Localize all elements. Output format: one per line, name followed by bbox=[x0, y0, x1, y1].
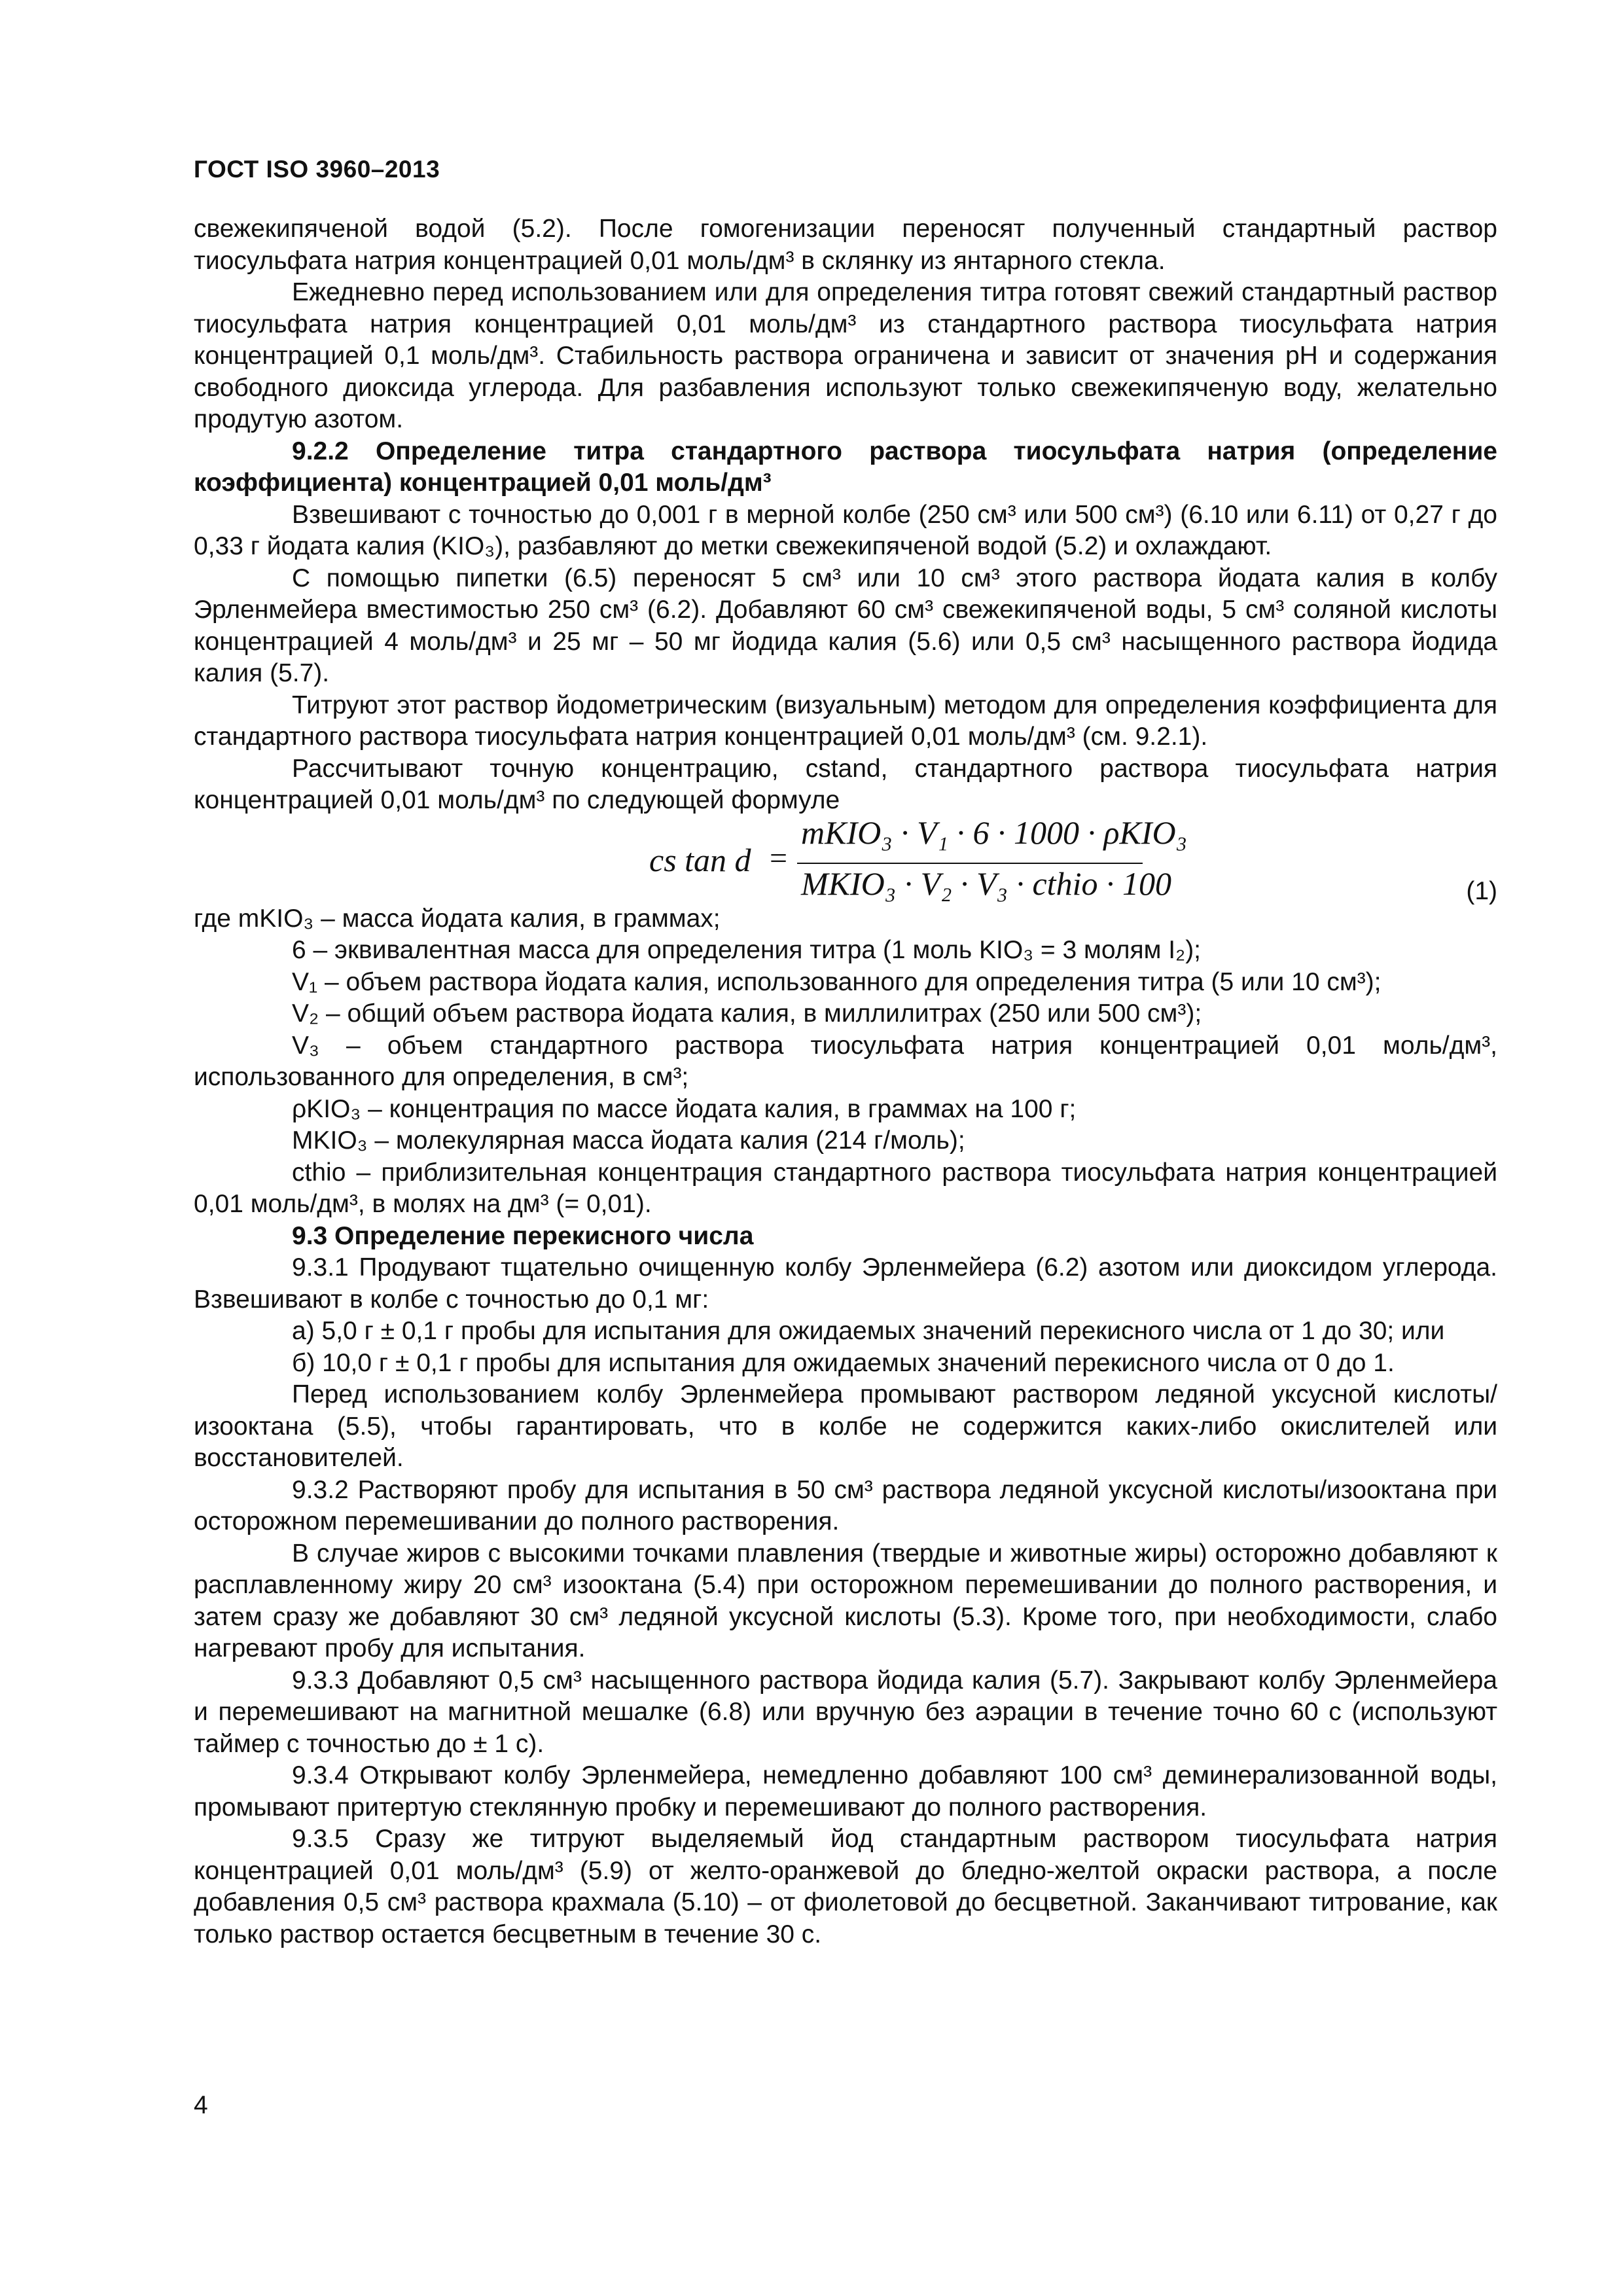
formula-lhs: cs tan d bbox=[649, 841, 751, 878]
variable-definition: 6 – эквивалентная масса для определения титра (1 моль KIO₃ = 3 молям I₂); bbox=[292, 936, 1202, 964]
paragraph: Перед использованием колбу Эрленмейера промывают раствором ледяной уксусной кислоты/изооктана (5.5), чтобы гарантировать, что в колбе не содержится каких-либо окислителей или восстановителей. bbox=[194, 1380, 1497, 1472]
document-header: ГОСТ ISO 3960–2013 bbox=[194, 156, 440, 183]
page-number: 4 bbox=[194, 2091, 208, 2119]
paragraph: Ежедневно перед использованием или для определения титра готовят свежий стандартный раствор тиосульфата натрия концентрацией 0,01 моль/дм³ из стандартного раствора тиосульфата натрия концентрацией 0,1 моль/дм³. Стабильность раствора ограничена и зависит от значения pH и содержания свободного диоксида углерода. Для разбавления используют только свежекипяченую воду, желательно продутую азотом. bbox=[194, 278, 1497, 433]
section-heading-9-3: 9.3 Определение перекисного числа bbox=[292, 1221, 754, 1250]
document-body bbox=[194, 213, 1497, 1950]
variable-definition: V₃ – объем стандартного раствора тиосульфата натрия концентрацией 0,01 моль/дм³, использованного для определения, в см³; bbox=[194, 1031, 1497, 1091]
paragraph: С помощью пипетки (6.5) переносят 5 см³ или 10 см³ этого раствора йодата калия в колбу Эрленмейера вместимостью 250 см³ (6.2). Добавляют 60 см³ свежекипяченой воды, 5 см³ соляной кислоты концентрацией 4 моль/дм³ и 25 мг – 50 мг йодида калия (5.6) или 0,5 см³ насыщенного раствора йодида калия (5.7). bbox=[194, 564, 1497, 687]
paragraph: В случае жиров с высокими точками плавления (твердые и животные жиры) осторожно добавляют к расплавленному жиру 20 см³ изооктана (5.4) при осторожном перемешивании до полного растворения, и затем сразу же добавляют 30 см³ ледяной уксусной кислоты (5.3). Кроме того, при необходимости, слабо нагревают пробу для испытания. bbox=[194, 1539, 1497, 1662]
formula-denominator: MKIO₃ · V₂ · V₃ · cthio · 100 bbox=[801, 865, 1171, 902]
paragraph: Рассчитывают точную концентрацию, cstand, стандартного раствора тиосульфата натрия концентрацией 0,01 моль/дм³ по следующей формуле bbox=[194, 754, 1497, 814]
variable-definition: cthio – приблизительная концентрация стандартного раствора тиосульфата натрия концентрацией 0,01 моль/дм³, в молях на дм³ (= 0,01). bbox=[194, 1158, 1497, 1218]
variable-definition: V₂ – общий объем раствора йодата калия, в миллилитрах (250 или 500 см³); bbox=[292, 999, 1202, 1028]
section-heading-9-2-2: 9.2.2 Определение титра стандартного раствора тиосульфата натрия (определение коэффициента) концентрацией 0,01 моль/дм³ bbox=[194, 437, 1497, 497]
variable-definition: где mKIO₃ – масса йодата калия, в граммах; bbox=[194, 904, 721, 933]
variable-definition: V₁ – объем раствора йодата калия, использованного для определения титра (5 или 10 см³); bbox=[292, 967, 1382, 996]
paragraph: 9.3.1 Продувают тщательно очищенную колбу Эрленмейера (6.2) азотом или диоксидом углерода. Взвешивают в колбе с точностью до 0,1 мг: bbox=[194, 1253, 1497, 1314]
paragraph: 9.3.5 Сразу же титруют выделяемый йод стандартным раствором тиосульфата натрия концентрацией 0,01 моль/дм³ (5.9) от желто-оранжевой до бледно-желтой окраски раствора, а после добавления 0,5 см³ раствора крахмала (5.10) – от фиолетовой до бесцветной. Заканчивают титрование, как только раствор остается бесцветным в течение 30 с. bbox=[194, 1825, 1497, 1948]
paragraph: 9.3.3 Добавляют 0,5 см³ насыщенного раствора йодида калия (5.7). Закрывают колбу Эрленмейера и перемешивают на магнитной мешалке (6.8) или вручную без аэрации в течение точно 60 с (используют таймер с точностью до ± 1 с). bbox=[194, 1666, 1497, 1758]
formula-1 bbox=[194, 814, 1497, 905]
list-item-b: б) 10,0 г ± 0,1 г пробы для испытания для ожидаемых значений перекисного числа от 0 до 1. bbox=[292, 1348, 1395, 1377]
paragraph: 9.3.4 Открывают колбу Эрленмейера, немедленно добавляют 100 см³ деминерализованной воды, промывают притертую стеклянную пробку и перемешивают до полного растворения. bbox=[194, 1761, 1497, 1821]
variable-definition: MKIO₃ – молекулярная масса йодата калия (214 г/моль); bbox=[292, 1126, 965, 1155]
variable-definitions bbox=[194, 903, 1497, 1221]
formula-number: (1) bbox=[1466, 876, 1497, 905]
list-item-a: а) 5,0 г ± 0,1 г пробы для испытания для ожидаемых значений перекисного числа от 1 до 30; или bbox=[292, 1317, 1445, 1345]
variable-definition: ρKIO₃ – концентрация по массе йодата калия, в граммах на 100 г; bbox=[292, 1094, 1077, 1123]
formula-equals: = bbox=[770, 840, 788, 876]
paragraph: Взвешивают с точностью до 0,001 г в мерной колбе (250 см³ или 500 см³) (6.10 или 6.11) от 0,27 г до 0,33 г йодата калия (KIO₃), разбавляют до метки свежекипяченой водой (5.2) и охлаждают. bbox=[194, 500, 1497, 560]
formula-numerator: mKIO₃ · V₁ · 6 · 1000 · ρKIO₃ bbox=[801, 814, 1188, 851]
paragraph: Титруют этот раствор йодометрическим (визуальным) методом для определения коэффициента для стандартного раствора тиосульфата натрия концентрацией 0,01 моль/дм³ (см. 9.2.1). bbox=[194, 691, 1497, 751]
fraction-bar bbox=[797, 863, 1143, 864]
paragraph: свежекипяченой водой (5.2). После гомогенизации переносят полученный стандартный раствор тиосульфата натрия концентрацией 0,01 моль/дм³ в склянку из янтарного стекла. bbox=[194, 215, 1497, 275]
paragraph: 9.3.2 Растворяют пробу для испытания в 50 см³ раствора ледяной уксусной кислоты/изооктана при осторожном перемешивании до полного растворения. bbox=[194, 1475, 1497, 1535]
